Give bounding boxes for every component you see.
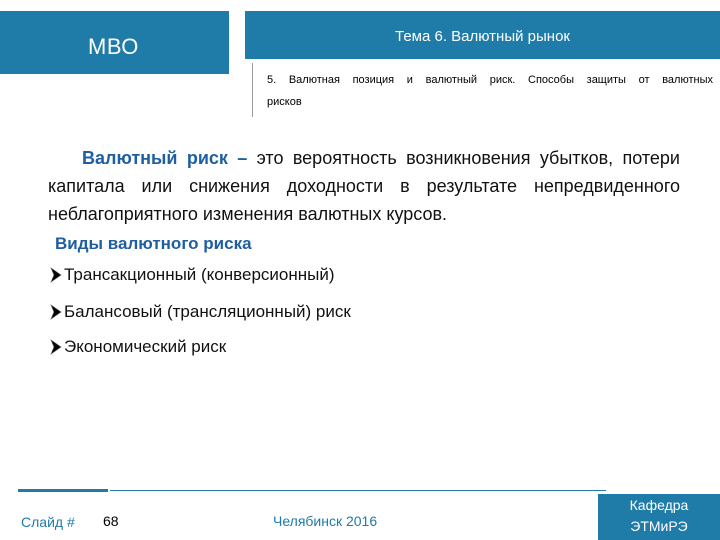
footer-rule-accent	[18, 489, 108, 492]
list-item	[48, 265, 335, 285]
arrow-bullet-icon	[48, 304, 63, 320]
slide-number: 68	[103, 513, 119, 529]
section-panel	[252, 63, 720, 117]
definition-term: Валютный риск –	[82, 148, 248, 168]
list-item-label: Балансовый (трансляционный) риск	[64, 302, 351, 321]
definition-body: это вероятность возникновения убытков, потери капитала или снижения доходности в результате непредвиденного неблагоприятного изменения валютных курсов.	[48, 148, 680, 224]
section-title: 5. Валютная позиция и валютный риск. Способы защиты от валютных рисков	[267, 74, 713, 108]
risk-types-heading: Виды валютного риска	[55, 234, 252, 253]
footer-rule	[110, 490, 606, 491]
topic-title: Тема 6. Валютный рынок	[395, 28, 570, 45]
slide-label: Слайд #	[21, 514, 75, 530]
definition-paragraph	[48, 144, 680, 228]
course-code: МВО	[88, 34, 139, 59]
department-box	[598, 494, 720, 540]
department-line-2: ЭТМиРЭ	[630, 518, 688, 534]
arrow-bullet-icon	[48, 339, 63, 355]
list-item	[48, 337, 226, 357]
list-item	[48, 302, 351, 322]
topic-banner	[245, 11, 720, 59]
city-year: Челябинск 2016	[273, 513, 378, 529]
list-item-label: Экономический риск	[64, 337, 227, 356]
arrow-bullet-icon	[48, 267, 63, 283]
department-line-1: Кафедра	[629, 497, 689, 513]
course-code-box	[0, 11, 229, 74]
list-item-label: Трансакционный (конверсионный)	[64, 265, 335, 284]
